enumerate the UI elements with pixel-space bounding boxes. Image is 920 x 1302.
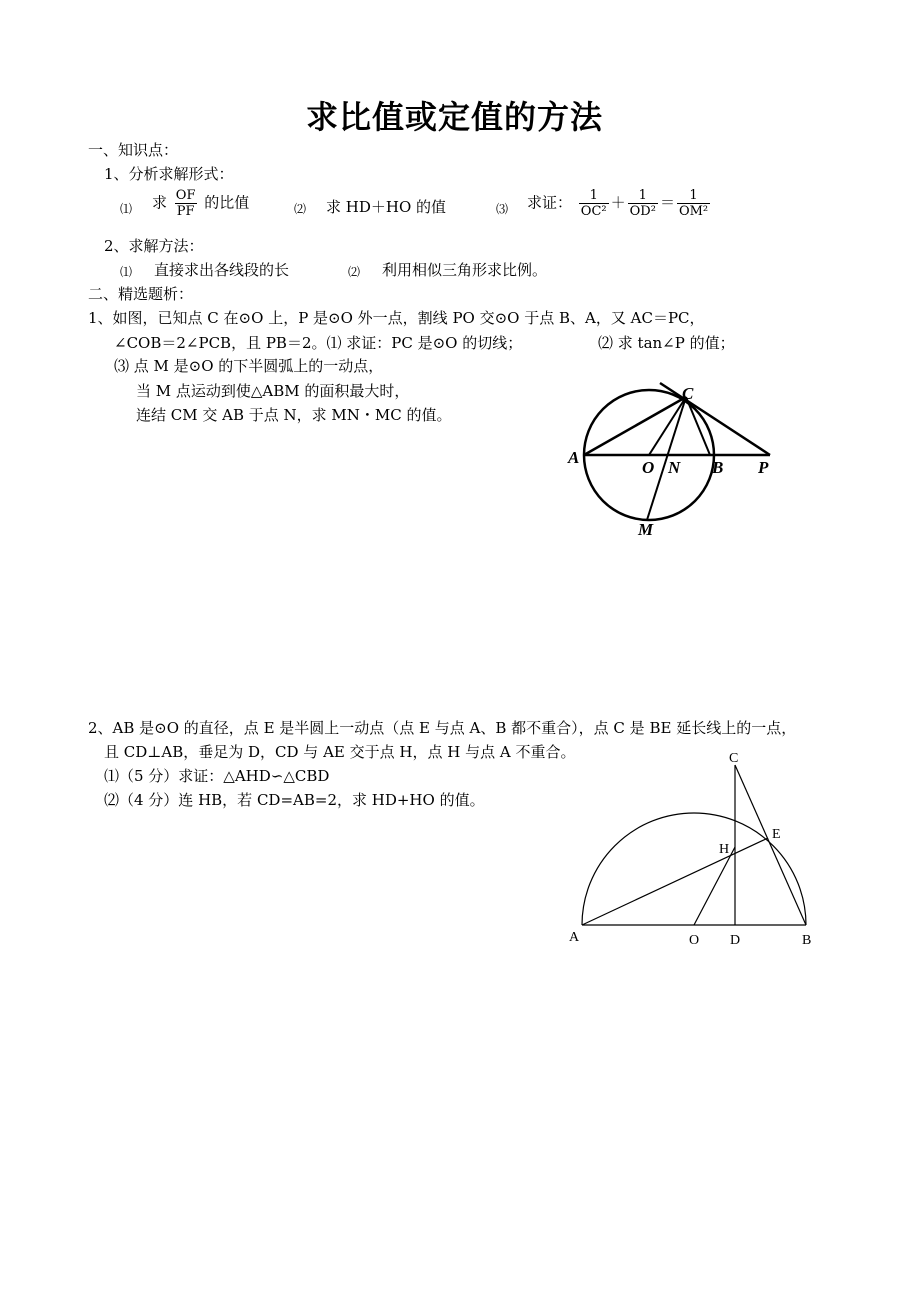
- form3: [527, 188, 712, 219]
- figure1-label-m: M: [638, 520, 654, 539]
- form3-f1-den: OC²: [580, 204, 607, 219]
- figure2-label-b: B: [802, 933, 812, 948]
- method2-mark: ⑵: [348, 265, 361, 279]
- figure1-label-n: N: [668, 458, 681, 477]
- figure2-label-o: O: [689, 933, 700, 948]
- figure1-line-co: [649, 397, 686, 455]
- form3-f2-den: OD²: [629, 204, 656, 219]
- problem2-line1: 2、AB 是⊙O 的直径，点 E 是半圆上一动点（点 E 与点 A、B 都不重合），点 C 是 BE 延长线上的一点，: [88, 719, 797, 737]
- figure2-label-c: C: [729, 751, 739, 766]
- form2-text: 求 HD＋HO 的值: [326, 198, 447, 216]
- form3-equals: ＝: [659, 193, 675, 212]
- problem1-line3: ⑶ 点 M 是⊙O 的下半圆弧上的一动点，: [114, 357, 384, 375]
- form2-mark: ⑵: [294, 202, 307, 216]
- problem1-line2b: ⑵ 求 tan∠P 的值；: [598, 334, 735, 352]
- method1-text: 直接求出各线段的长: [154, 261, 290, 279]
- figure2-semicircle-diagram: [560, 745, 830, 950]
- figure1-circle-diagram: [560, 375, 790, 545]
- analysis-forms-heading: 1、分析求解形式：: [104, 165, 234, 183]
- section2-heading: 二、精选题析：: [88, 285, 194, 303]
- form1-denominator: PF: [176, 204, 195, 219]
- form3-mark: ⑶: [496, 202, 509, 216]
- figure2-label-h: H: [719, 842, 730, 857]
- problem1-line5: 连结 CM 交 AB 于点 N，求 MN・MC 的值。: [136, 406, 452, 424]
- problem2-line4: ⑵（4 分）连 HB，若 CD=AB=2，求 HD+HO 的值。: [104, 791, 485, 809]
- problem2-line3: ⑴（5 分）求证：△AHD∽△CBD: [104, 767, 330, 785]
- problem2-line2: 且 CD⊥AB，垂足为 D，CD 与 AE 交于点 H，点 H 与点 A 不重合。: [104, 743, 576, 761]
- figure1-label-c: C: [682, 384, 694, 403]
- form3-f3-num: 1: [689, 188, 698, 203]
- form3-f1-num: 1: [589, 188, 598, 203]
- form3-fraction-3: [677, 188, 710, 219]
- methods-heading: 2、求解方法：: [104, 237, 204, 255]
- problem1-line4: 当 M 点运动到使△ABM 的面积最大时，: [136, 382, 410, 400]
- figure2-line-cb: [735, 765, 806, 925]
- form3-fraction-2: [628, 188, 658, 219]
- form3-pre: 求证：: [527, 193, 573, 212]
- page-title: 求比值或定值的方法: [306, 98, 604, 136]
- method2-text: 利用相似三角形求比例。: [382, 261, 548, 279]
- figure1-label-b: B: [712, 458, 724, 477]
- form1-pre: 求: [152, 193, 168, 212]
- section1-heading: 一、知识点：: [88, 141, 179, 159]
- figure1-label-a: A: [568, 448, 580, 467]
- figure2-label-d: D: [730, 933, 741, 948]
- form1: [152, 188, 249, 219]
- problem1-line2: ∠COB＝2∠PCB，且 PB＝2。⑴ 求证：PC 是⊙O 的切线；: [114, 334, 523, 352]
- method1-mark: ⑴: [120, 265, 133, 279]
- form3-f2-num: 1: [638, 188, 647, 203]
- figure1-label-o: O: [642, 458, 655, 477]
- figure2-label-a: A: [569, 930, 580, 945]
- form3-fraction-1: [579, 188, 609, 219]
- figure2-line-oh: [694, 847, 735, 925]
- figure1-label-p: P: [758, 458, 769, 477]
- figure1-line-cp: [660, 383, 770, 455]
- form1-post: 的比值: [204, 193, 250, 212]
- form1-fraction: [174, 188, 198, 219]
- figure2-label-e: E: [772, 827, 781, 842]
- form3-plus: ＋: [610, 193, 626, 212]
- form1-numerator: OF: [175, 188, 196, 203]
- form1-mark: ⑴: [120, 202, 133, 216]
- form3-f3-den: OM²: [678, 204, 709, 219]
- problem1-line1: 1、如图，已知点 C 在⊙O 上，P 是⊙O 外一点，割线 PO 交⊙O 于点 B、A，又 AC＝PC，: [88, 309, 705, 327]
